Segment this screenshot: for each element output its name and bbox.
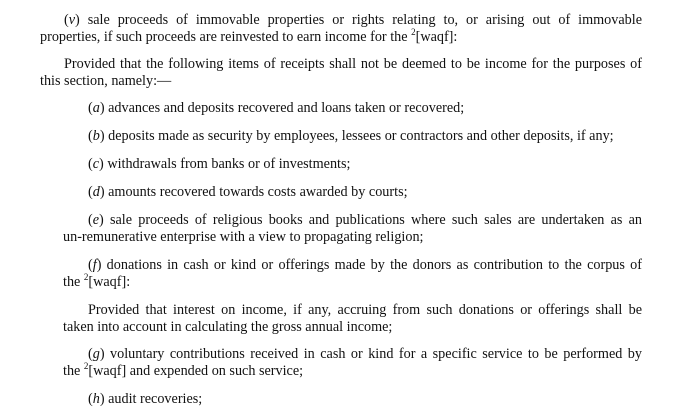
- item-g-line-2: the $^2$[waqf] and expended on such service;: [63, 361, 304, 379]
- proviso-2-line-2: taken into account in calculating the gross annual income;: [63, 319, 393, 335]
- footnote-marker: 2: [83, 361, 89, 371]
- clause-v-line-2: properties, if such proceeds are reinvested to earn income for the $^2$[waqf]:: [40, 27, 458, 45]
- item-b: (b) deposits made as security by employees, lessees or contractors and other deposits, if any;: [88, 128, 614, 144]
- clause-v-line-1: (v) sale proceeds of immovable properties or rights relating to, or arising out of immovable: [64, 12, 642, 28]
- item-e-line-2: un-remunerative enterprise with a view to propagating religion;: [63, 229, 424, 245]
- proviso-1-line-2: this section, namely:—: [40, 73, 172, 89]
- item-d: (d) amounts recovered towards costs awarded by courts;: [88, 184, 408, 200]
- item-g-line-1: (g) voluntary contributions received in cash or kind for a specific service to be performed by: [88, 346, 642, 362]
- item-e-line-1: (e) sale proceeds of religious books and publications where such sales are undertaken as an: [88, 212, 642, 228]
- item-c: (c) withdrawals from banks or of investments;: [88, 156, 351, 172]
- proviso-1-line-1: Provided that the following items of receipts shall not be deemed to be income for the purposes of: [64, 56, 642, 72]
- item-f-line-1: (f) donations in cash or kind or offerings made by the donors as contribution to the corpus of: [88, 257, 642, 273]
- item-f-line-2: the $^2$[waqf]:: [63, 272, 131, 290]
- footnote-marker: 2: [83, 272, 89, 282]
- clause-v-label: v: [68, 12, 76, 28]
- proviso-2-line-1: Provided that interest on income, if any, accruing from such donations or offerings shall be: [88, 302, 642, 318]
- footnote-marker: 2: [411, 27, 416, 37]
- item-h: (h) audit recoveries;: [88, 391, 203, 407]
- item-a: (a) advances and deposits recovered and loans taken or recovered;: [88, 100, 465, 116]
